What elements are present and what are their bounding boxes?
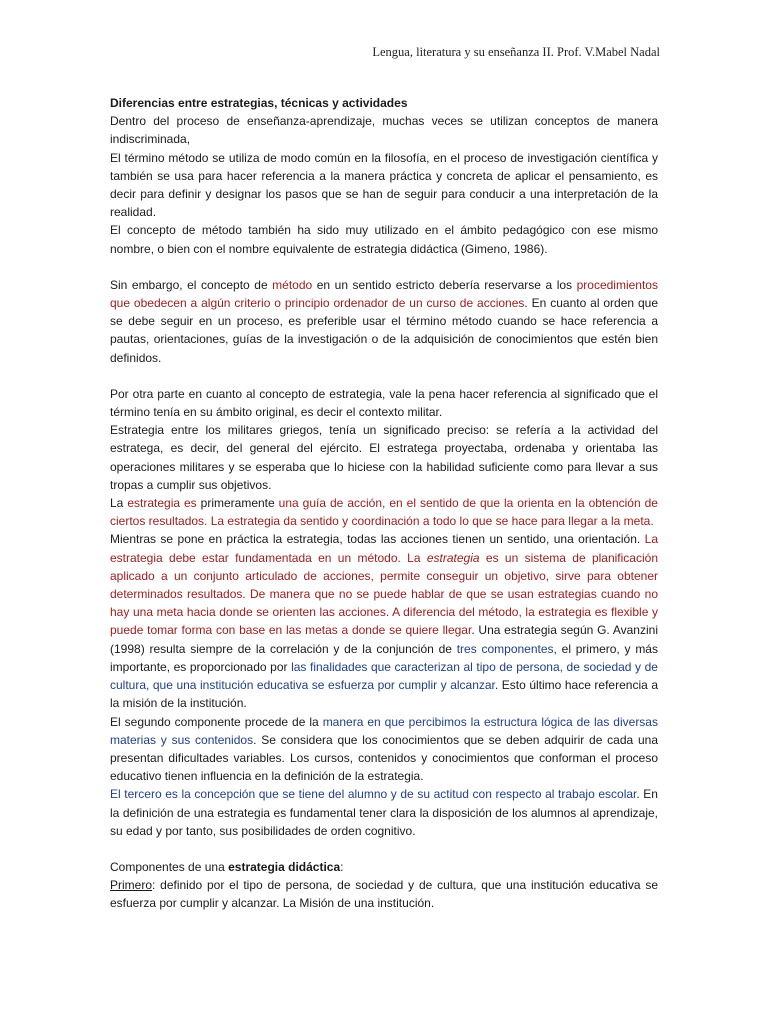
paragraph-metodo-estricto [110, 276, 658, 367]
highlight-estructura-logica: manera en que percibimos la estructura lógica de las diversas materias y sus contenidos [110, 714, 658, 747]
highlight-sistema-planificacion: es un sistema de planificación aplicado a un conjunto articulado de acciones, permite conseguir un objetivo, sirve para obtener determinados resultados. De manera que no se puede hablar de que se usan estrategias cuando no hay una meta hacia donde se orienten las acciones. A diferencia del método, la estrategia es flexible y puede tomar forma con base en las metas a donde se quiere llegar [110, 550, 658, 638]
text-span: primeramente [196, 496, 279, 511]
paragraph-intro: Dentro del proceso de enseñanza-aprendizaje, muchas veces se utilizan conceptos de manera indiscriminada, [110, 114, 658, 147]
text-span: en un sentido estricto debería reservarse a los [312, 277, 577, 292]
text-span: . Una estrategia según G. Avanzini (1998) resulta siempre de la correlación y de la conjunción de [110, 623, 658, 656]
highlight-guia-accion: una guía de acción, en el sentido de que la orienta en la obtención de ciertos resultados. La estrategia da sentido y coordinación a todo lo que se hace para llegar a la meta. [110, 496, 658, 529]
text-span: . En la definición de una estrategia es fundamental tener clara la disposición de los alumnos al aprendizaje, su edad y por tanto, sus posibilidades de orden cognitivo. [110, 787, 658, 838]
paragraph-estrategia-practica [110, 530, 658, 712]
highlight-estrategia-didactica: estrategia didáctica [228, 859, 341, 874]
paragraph-metodo-definicion: El término método se utiliza de modo común en la filosofía, en el proceso de investigación científica y también se usa para hacer referencia a la manera práctica y concreta de aplicar el pensamiento, es decir para definir y designar los pasos que se han de seguir para conducir a una interpretación de la realidad. [110, 150, 658, 220]
highlight-concepcion-alumno: El tercero es la concepción que se tiene del alumno y de su actitud con respecto al trabajo escolar [110, 787, 637, 802]
paragraph-estrategia-guia [110, 494, 658, 530]
highlight-procedimientos: procedimientos que obedecen a algún criterio o principio ordenador de un curso de acciones [110, 277, 658, 311]
text-span: El segundo componente procede de la [110, 714, 323, 729]
text-span: La [110, 496, 128, 511]
highlight-fundamentada: La estrategia debe estar fundamentada en un método. La [110, 532, 658, 565]
paragraph-metodo-pedagogico: El concepto de método también ha sido muy utilizado en el ámbito pedagógico con ese mismo nombre, o bien con el nombre equivalente de estrategia didáctica (Gimeno, 1986). [110, 223, 658, 256]
section-title: Diferencias entre estrategias, técnicas y actividades [110, 96, 408, 110]
highlight-estrategia-es: estrategia es [127, 496, 197, 511]
highlight-finalidades: las finalidades que caracterizan al tipo de persona, de sociedad y de cultura, que una institución educativa se esfuerza por cumplir y alcanzar [110, 659, 658, 693]
text-span: . Esto último hace referencia a la misión de la institución. [110, 678, 658, 711]
paragraph-estrategia-concepto: Por otra parte en cuanto al concepto de estrategia, vale la pena hacer referencia al significado que el término tenía en su ámbito original, es decir el contexto militar. [110, 386, 658, 420]
document-body [110, 94, 658, 913]
text-span: , el primero, y más importante, es proporcionado por [110, 641, 658, 674]
text-span: : definido por el tipo de persona, de sociedad y de cultura, que una institución educativa se esfuerza por cumplir y alcanzar. La Misión de una institución. [110, 878, 658, 911]
highlight-metodo: método [272, 277, 313, 292]
label-primero: Primero [110, 878, 153, 893]
text-span: : [340, 859, 344, 874]
text-span: Mientras se pone en práctica la estrategia, todas las acciones tienen un sentido, una orientación. [110, 532, 645, 547]
highlight-tres-componentes: tres componentes [456, 641, 554, 656]
paragraph-primero [110, 876, 658, 912]
paragraph-componentes-heading [110, 858, 658, 876]
text-span: Componentes de una [110, 859, 229, 874]
text-span: Sin embargo, el concepto de [110, 277, 273, 292]
text-span: . Se considera que los conocimientos que se deben adquirir de cada una presentan dificultades variables. Los cursos, contenidos y conocimientos que conforman el proceso educativo tienen influencia en la definición de la estrategia. [110, 732, 659, 784]
paragraph-estrategia-militar: Estrategia entre los militares griegos, tenía un significado preciso: se refería a la actividad del estratega, es decir, del general del ejército. El estratega proyectaba, ordenaba y orientaba las operaciones militares y se esperaba que lo hiciese con la habilidad suficiente como para llevar a sus tropas a cumplir sus objetivos. [110, 423, 658, 492]
highlight-estrategia-italic: estrategia [426, 550, 480, 565]
page-header: Lengua, literatura y su enseñanza II. Prof. V.Mabel Nadal [372, 45, 660, 59]
text-span: . En cuanto al orden que se debe seguir en un proceso, es preferible usar el término método cuando se hace referencia a pautas, orientaciones, guías de la investigación o de la adquisición de conocimientos que estén bien definidos. [110, 296, 659, 365]
paragraph-tercer-componente [110, 785, 658, 840]
paragraph-segundo-componente [110, 713, 658, 786]
